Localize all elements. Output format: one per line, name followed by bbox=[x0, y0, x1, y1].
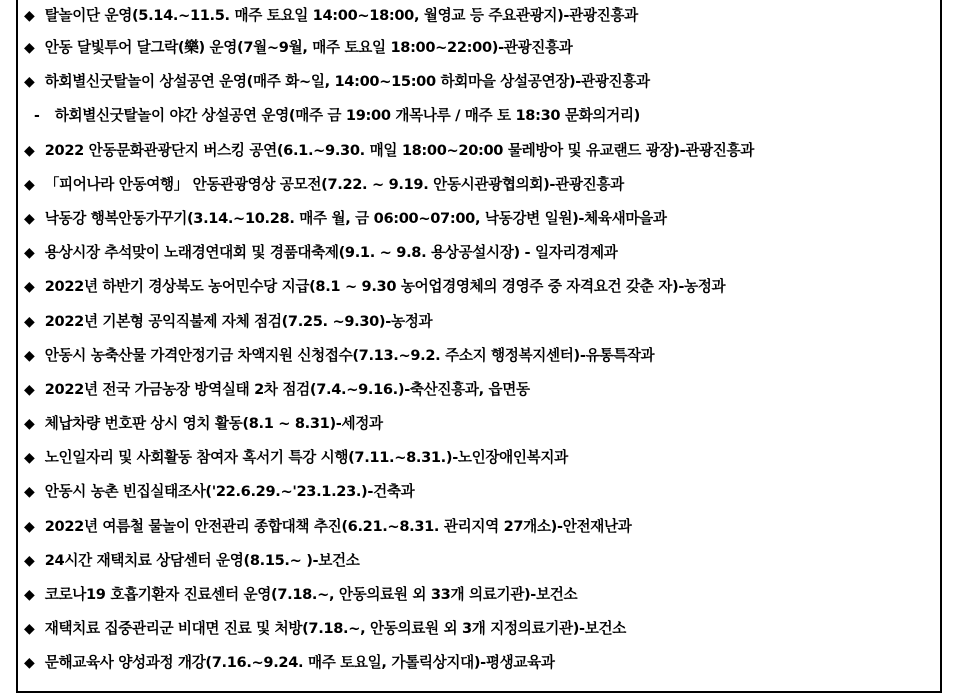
list-item-text: 「피어나라 안동여행」 안동관광영상 공모전(7.22. ~ 9.19. 안동시관광협의회)-관광진흥과 bbox=[44, 175, 624, 193]
list-item bbox=[24, 202, 936, 236]
diamond-bullet-icon: ◆ bbox=[24, 176, 35, 193]
list-item bbox=[24, 578, 936, 612]
list-item-text: 체납차량 번호판 상시 영치 활동(8.1 ~ 8.31)-세정과 bbox=[44, 415, 383, 433]
list-item-text: 안동시 농촌 빈집실태조사('22.6.29.~'23.1.23.)-건축과 bbox=[44, 483, 415, 501]
list-item bbox=[24, 510, 936, 544]
diamond-bullet-icon: ◆ bbox=[24, 621, 35, 638]
list-item-text: 낙동강 행복안동가꾸기(3.14.~10.28. 매주 월, 금 06:00~07:00, 낙동강변 일원)-체육새마을과 bbox=[44, 209, 667, 227]
diamond-bullet-icon: ◆ bbox=[24, 416, 35, 433]
list-item bbox=[24, 339, 936, 373]
list-item-text: 하회별신굿탈놀이 야간 상설공연 운영(매주 금 19:00 개목나루 / 매주 토 18:30 문화의거리) bbox=[54, 107, 640, 125]
list-item bbox=[24, 612, 936, 646]
list-item-text: 재택치료 집중관리군 비대면 진료 및 처방(7.18.~, 안동의료원 외 3개 지정의료기관)-보건소 bbox=[44, 620, 627, 638]
list-item bbox=[24, 305, 936, 339]
diamond-bullet-icon: ◆ bbox=[24, 279, 35, 296]
list-item bbox=[24, 65, 936, 99]
list-item-text: 24시간 재택치료 상담센터 운영(8.15.~ )-보건소 bbox=[44, 551, 360, 569]
list-item bbox=[24, 544, 936, 578]
list-item bbox=[24, 646, 936, 680]
list-item bbox=[24, 475, 936, 509]
diamond-bullet-icon: ◆ bbox=[24, 381, 35, 398]
list-item bbox=[24, 270, 936, 304]
list-item bbox=[24, 134, 936, 168]
diamond-bullet-icon: ◆ bbox=[24, 552, 35, 569]
list-item-text: 탈놀이단 운영(5.14.~11.5. 매주 토요일 14:00~18:00, 월영교 등 주요관광지)-관광진흥과 bbox=[44, 7, 638, 24]
list-item-text: 2022년 전국 가금농장 방역실태 2차 점검(7.4.~9.16.)-축산진흥과, 읍면동 bbox=[44, 380, 530, 398]
list-item bbox=[24, 236, 936, 270]
list-item bbox=[24, 373, 936, 407]
list-item bbox=[24, 407, 936, 441]
diamond-bullet-icon: ◆ bbox=[24, 347, 35, 364]
diamond-bullet-icon: ◆ bbox=[24, 8, 35, 24]
diamond-bullet-icon: ◆ bbox=[24, 210, 35, 227]
list-item-text: 하회별신굿탈놀이 상설공연 운영(매주 화~일, 14:00~15:00 하회마을 상설공연장)-관광진흥과 bbox=[44, 73, 650, 91]
diamond-bullet-icon: ◆ bbox=[24, 313, 35, 330]
list-item bbox=[24, 31, 936, 65]
diamond-bullet-icon: ◆ bbox=[24, 484, 35, 501]
diamond-bullet-icon: ◆ bbox=[24, 655, 35, 672]
list-item-text: 문해교육사 양성과정 개강(7.16.~9.24. 매주 토요일, 가톨릭상지대)-평생교육과 bbox=[44, 654, 555, 672]
diamond-bullet-icon: ◆ bbox=[24, 450, 35, 467]
event-list bbox=[24, 0, 936, 681]
diamond-bullet-icon: ◆ bbox=[24, 142, 35, 159]
list-item bbox=[24, 168, 936, 202]
list-item-text: 2022년 하반기 경상북도 농어민수당 지급(8.1 ~ 9.30 농어업경영체의 경영주 중 자격요건 갖춘 자)-농정과 bbox=[44, 278, 726, 296]
list-item-text: 노인일자리 및 사회활동 참여자 혹서기 특강 시행(7.11.~8.31.)-노인장애인복지과 bbox=[44, 449, 568, 467]
diamond-bullet-icon: ◆ bbox=[24, 245, 35, 262]
list-item-text: 2022 안동문화관광단지 버스킹 공연(6.1.~9.30. 매일 18:00~20:00 물레방아 및 유교랜드 광장)-관광진흥과 bbox=[44, 141, 755, 159]
list-subitem bbox=[24, 99, 936, 133]
list-item-text: 안동시 농축산물 가격안정기금 차액지원 신청접수(7.13.~9.2. 주소지 행정복지센터)-유통특작과 bbox=[44, 346, 655, 364]
diamond-bullet-icon: ◆ bbox=[24, 518, 35, 535]
list-item bbox=[24, 0, 936, 31]
list-item bbox=[24, 441, 936, 475]
list-item-text: 2022년 여름철 물놀이 안전관리 종합대책 추진(6.21.~8.31. 관리지역 27개소)-안전재난과 bbox=[44, 517, 632, 535]
dash-bullet-icon: - bbox=[34, 108, 40, 125]
diamond-bullet-icon: ◆ bbox=[24, 40, 35, 56]
list-item-text: 2022년 기본형 공익직불제 자체 점검(7.25. ~9.30)-농정과 bbox=[44, 312, 433, 330]
diamond-bullet-icon: ◆ bbox=[24, 587, 35, 603]
list-item-text: 용상시장 추석맞이 노래경연대회 및 경품대축제(9.1. ~ 9.8. 용상공설시장) - 일자리경제과 bbox=[44, 244, 618, 262]
list-item-text: 안동 달빛투어 달그락(樂) 운영(7월~9월, 매주 토요일 18:00~22:00)-관광진흥과 bbox=[44, 39, 573, 56]
diamond-bullet-icon: ◆ bbox=[24, 74, 35, 91]
list-item-text: 코로나19 호흡기환자 진료센터 운영(7.18.~, 안동의료원 외 33개 의료기관)-보건소 bbox=[44, 586, 578, 603]
